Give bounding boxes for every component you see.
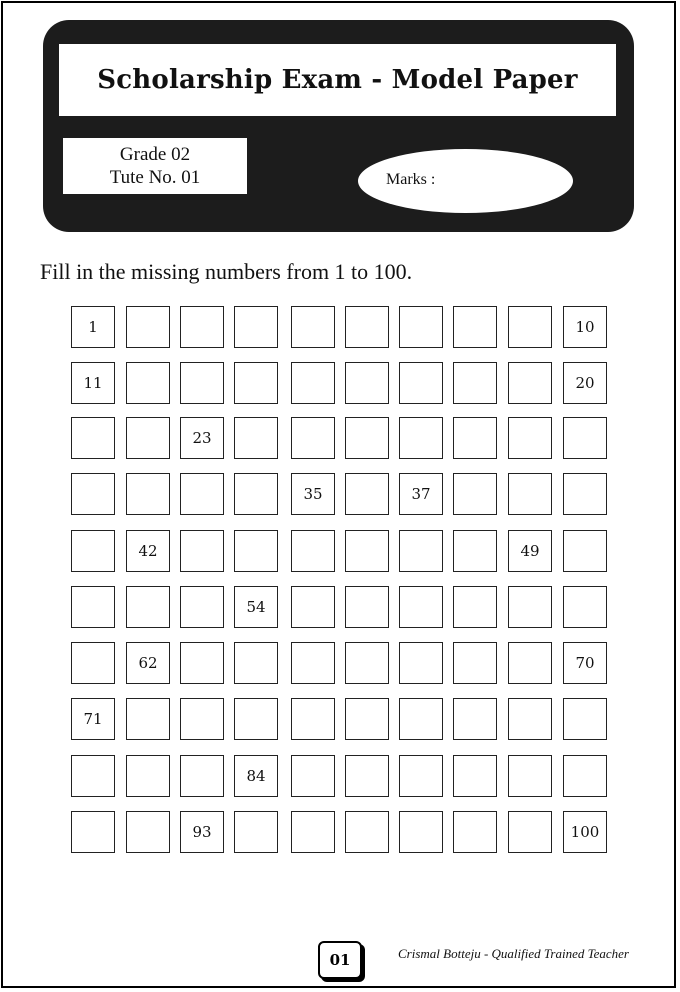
grid-cell[interactable] bbox=[291, 362, 335, 404]
grid-cell[interactable] bbox=[453, 530, 497, 572]
grid-cell: 100 bbox=[563, 811, 607, 853]
grid-cell[interactable] bbox=[508, 811, 552, 853]
grid-cell[interactable] bbox=[71, 811, 115, 853]
grid-cell[interactable] bbox=[508, 642, 552, 684]
grid-cell[interactable] bbox=[399, 642, 443, 684]
grid-cell[interactable] bbox=[345, 417, 389, 459]
marks-oval[interactable] bbox=[358, 149, 573, 213]
grid-cell[interactable] bbox=[126, 306, 170, 348]
grid-cell[interactable] bbox=[399, 698, 443, 740]
grid-cell[interactable] bbox=[399, 586, 443, 628]
grid-cell[interactable] bbox=[399, 530, 443, 572]
grid-cell[interactable] bbox=[563, 473, 607, 515]
grid-cell[interactable] bbox=[345, 306, 389, 348]
grid-cell[interactable] bbox=[399, 306, 443, 348]
grid-cell[interactable] bbox=[453, 362, 497, 404]
grid-cell[interactable] bbox=[399, 362, 443, 404]
page-number: 01 bbox=[318, 941, 362, 979]
grid-cell[interactable] bbox=[180, 698, 224, 740]
grid-cell[interactable] bbox=[345, 755, 389, 797]
grid-cell[interactable] bbox=[345, 698, 389, 740]
grid-cell[interactable] bbox=[180, 586, 224, 628]
grid-cell[interactable] bbox=[126, 473, 170, 515]
grid-cell[interactable] bbox=[345, 530, 389, 572]
grid-cell: 84 bbox=[234, 755, 278, 797]
grid-cell[interactable] bbox=[291, 755, 335, 797]
grid-cell: 71 bbox=[71, 698, 115, 740]
grid-cell: 62 bbox=[126, 642, 170, 684]
marks-label: Marks : bbox=[386, 171, 436, 188]
grid-cell[interactable] bbox=[126, 755, 170, 797]
grid-cell[interactable] bbox=[563, 755, 607, 797]
grid-cell: 20 bbox=[563, 362, 607, 404]
grid-cell[interactable] bbox=[71, 642, 115, 684]
grid-cell: 42 bbox=[126, 530, 170, 572]
grid-cell[interactable] bbox=[453, 473, 497, 515]
grid-cell: 93 bbox=[180, 811, 224, 853]
tute-number-label: Tute No. 01 bbox=[109, 167, 201, 188]
grid-cell[interactable] bbox=[126, 586, 170, 628]
grid-cell: 11 bbox=[71, 362, 115, 404]
grid-cell[interactable] bbox=[291, 530, 335, 572]
grid-cell[interactable] bbox=[291, 306, 335, 348]
grid-cell: 10 bbox=[563, 306, 607, 348]
grid-cell[interactable] bbox=[126, 362, 170, 404]
grid-cell[interactable] bbox=[563, 417, 607, 459]
grid-cell[interactable] bbox=[345, 811, 389, 853]
grid-cell[interactable] bbox=[453, 586, 497, 628]
grid-cell[interactable] bbox=[453, 811, 497, 853]
grid-cell: 23 bbox=[180, 417, 224, 459]
grid-cell[interactable] bbox=[71, 586, 115, 628]
grid-cell[interactable] bbox=[508, 698, 552, 740]
grid-cell[interactable] bbox=[453, 755, 497, 797]
grid-cell[interactable] bbox=[453, 642, 497, 684]
grid-cell[interactable] bbox=[180, 642, 224, 684]
grid-cell[interactable] bbox=[291, 811, 335, 853]
grid-cell[interactable] bbox=[126, 698, 170, 740]
grid-cell[interactable] bbox=[234, 362, 278, 404]
grid-cell[interactable] bbox=[291, 698, 335, 740]
grid-cell: 49 bbox=[508, 530, 552, 572]
grid-cell[interactable] bbox=[508, 755, 552, 797]
grid-cell[interactable] bbox=[126, 417, 170, 459]
grid-cell[interactable] bbox=[234, 306, 278, 348]
grade-info-box bbox=[63, 138, 247, 194]
author-credit: Crismal Botteju - Qualified Trained Teacher bbox=[398, 946, 629, 961]
grid-cell[interactable] bbox=[291, 586, 335, 628]
grid-cell: 1 bbox=[71, 306, 115, 348]
grid-cell[interactable] bbox=[71, 417, 115, 459]
grade-label: Grade 02 bbox=[119, 144, 191, 165]
grid-cell[interactable] bbox=[563, 698, 607, 740]
grid-cell[interactable] bbox=[71, 530, 115, 572]
grid-cell: 70 bbox=[563, 642, 607, 684]
grid-cell[interactable] bbox=[399, 755, 443, 797]
grid-cell[interactable] bbox=[291, 417, 335, 459]
grid-cell[interactable] bbox=[399, 811, 443, 853]
grid-cell[interactable] bbox=[508, 306, 552, 348]
grid-cell[interactable] bbox=[126, 811, 170, 853]
grid-cell[interactable] bbox=[563, 530, 607, 572]
grid-cell[interactable] bbox=[345, 586, 389, 628]
grid-cell[interactable] bbox=[453, 306, 497, 348]
grid-cell[interactable] bbox=[563, 586, 607, 628]
grid-cell[interactable] bbox=[453, 698, 497, 740]
grid-cell[interactable] bbox=[180, 473, 224, 515]
grid-cell: 35 bbox=[291, 473, 335, 515]
grid-cell[interactable] bbox=[234, 811, 278, 853]
grid-cell[interactable] bbox=[180, 530, 224, 572]
grid-cell[interactable] bbox=[508, 473, 552, 515]
grid-cell[interactable] bbox=[508, 417, 552, 459]
grid-cell: 37 bbox=[399, 473, 443, 515]
grid-cell[interactable] bbox=[291, 642, 335, 684]
grid-cell[interactable] bbox=[234, 417, 278, 459]
grid-cell[interactable] bbox=[180, 362, 224, 404]
grid-cell[interactable] bbox=[345, 362, 389, 404]
page-title: Scholarship Exam - Model Paper bbox=[59, 44, 616, 116]
grid-cell[interactable] bbox=[453, 417, 497, 459]
grid-cell[interactable] bbox=[345, 473, 389, 515]
grid-cell[interactable] bbox=[508, 362, 552, 404]
grid-cell[interactable] bbox=[234, 642, 278, 684]
grid-cell: 54 bbox=[234, 586, 278, 628]
instruction-text: Fill in the missing numbers from 1 to 100. bbox=[40, 259, 413, 284]
grid-cell[interactable] bbox=[234, 530, 278, 572]
grid-cell[interactable] bbox=[345, 642, 389, 684]
grid-cell[interactable] bbox=[234, 473, 278, 515]
grid-cell[interactable] bbox=[180, 755, 224, 797]
grid-cell[interactable] bbox=[71, 473, 115, 515]
grid-cell[interactable] bbox=[71, 755, 115, 797]
grid-cell[interactable] bbox=[508, 586, 552, 628]
grid-cell[interactable] bbox=[234, 698, 278, 740]
grid-cell[interactable] bbox=[180, 306, 224, 348]
grid-cell[interactable] bbox=[399, 417, 443, 459]
